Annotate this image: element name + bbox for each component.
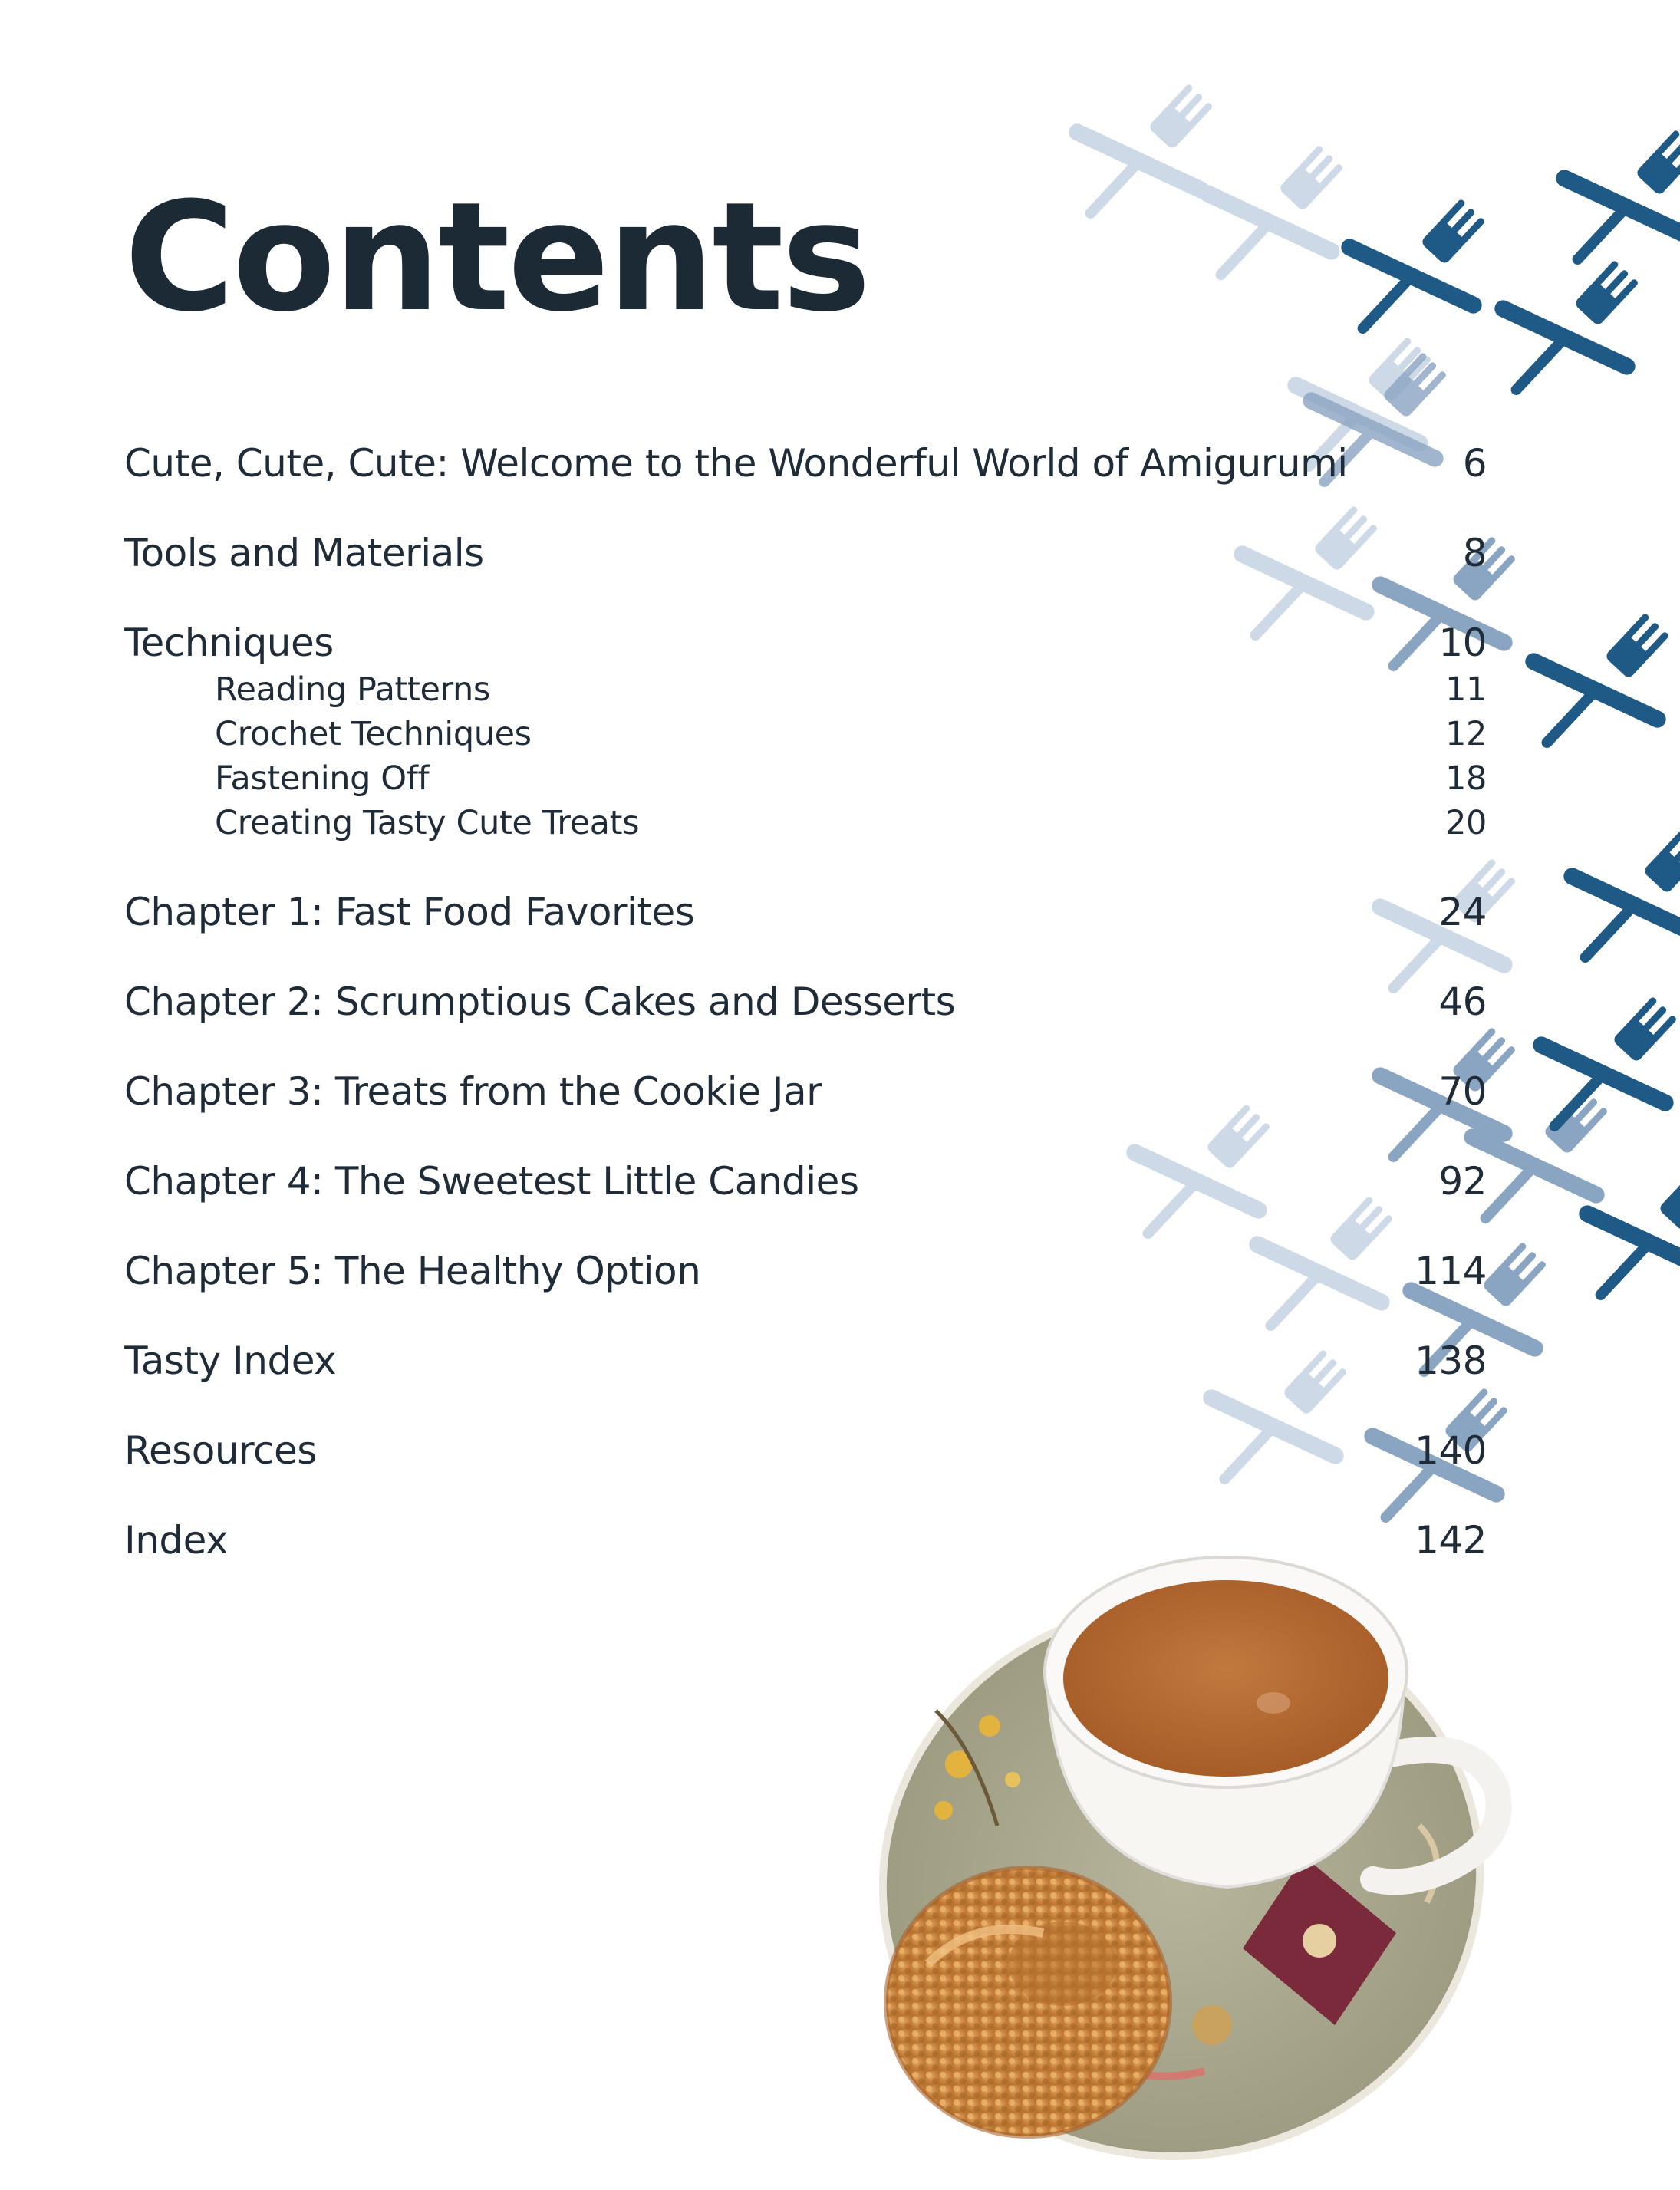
toc-entry-label: Reading Patterns (215, 670, 490, 709)
toc-entry-page: 8 (1462, 531, 1487, 575)
toc-entry-chapter-1[interactable] (124, 888, 1487, 937)
toc-entry-page: 10 (1438, 621, 1487, 665)
toc-entry-page: 24 (1438, 890, 1487, 934)
toc-entry-label: Chapter 1: Fast Food Favorites (124, 890, 695, 934)
toc-entry-resources[interactable] (124, 1426, 1487, 1475)
toc-entry-page: 11 (1445, 670, 1487, 709)
toc-entry-page: 140 (1415, 1428, 1487, 1473)
toc-entry-techniques[interactable] (124, 618, 1487, 667)
toc-entry-label: Resources (124, 1428, 317, 1473)
toc-entry-label: Chapter 3: Treats from the Cookie Jar (124, 1069, 822, 1114)
toc-entry-label: Tools and Materials (124, 531, 484, 575)
toc-entry-chapter-4[interactable] (124, 1157, 1487, 1206)
toc-entry-page: 142 (1415, 1518, 1487, 1563)
toc-entry-chapter-2[interactable] (124, 977, 1487, 1026)
toc-entry-label: Tasty Index (124, 1339, 337, 1383)
toc-entry-welcome[interactable] (124, 439, 1487, 488)
toc-subentry-fastening-off[interactable] (215, 757, 1487, 800)
toc-entry-page: 114 (1415, 1249, 1487, 1293)
toc-entry-label: Chapter 4: The Sweetest Little Candies (124, 1159, 859, 1204)
toc-entry-chapter-5[interactable] (124, 1246, 1487, 1296)
page-title: Contents (124, 170, 869, 345)
toc-entry-label: Fastening Off (215, 759, 430, 798)
toc-entry-label: Crochet Techniques (215, 715, 532, 753)
toc-entry-index[interactable] (124, 1516, 1487, 1565)
toc-entry-page: 138 (1415, 1339, 1487, 1383)
toc-entry-chapter-3[interactable] (124, 1067, 1487, 1116)
toc-subentry-reading-patterns[interactable] (215, 668, 1487, 711)
toc-entry-tools-and-materials[interactable] (124, 529, 1487, 578)
toc-entry-tasty-index[interactable] (124, 1336, 1487, 1385)
toc-subentry-crochet-techniques[interactable] (215, 713, 1487, 756)
toc-entry-page: 18 (1445, 759, 1487, 798)
toc-subentry-creating-tasty-cute-treats[interactable] (215, 802, 1487, 845)
toc-entry-page: 46 (1438, 980, 1487, 1024)
toc-entry-label: Creating Tasty Cute Treats (215, 804, 640, 842)
toc-entry-page: 12 (1445, 715, 1487, 753)
toc-entry-label: Chapter 2: Scrumptious Cakes and Desserts (124, 980, 956, 1024)
toc-entry-label: Index (124, 1518, 229, 1563)
crochet-cookie (886, 1868, 1170, 2136)
toc-entry-page: 92 (1438, 1159, 1487, 1204)
toc-entry-label: Techniques (124, 621, 334, 665)
toc-entry-page: 70 (1438, 1069, 1487, 1114)
toc-entry-page: 20 (1445, 804, 1487, 842)
toc-entry-label: Cute, Cute, Cute: Welcome to the Wonderful World of Amigurumi (124, 441, 1348, 486)
toc-entry-page: 6 (1462, 441, 1487, 486)
toc-entry-label: Chapter 5: The Healthy Option (124, 1249, 701, 1293)
